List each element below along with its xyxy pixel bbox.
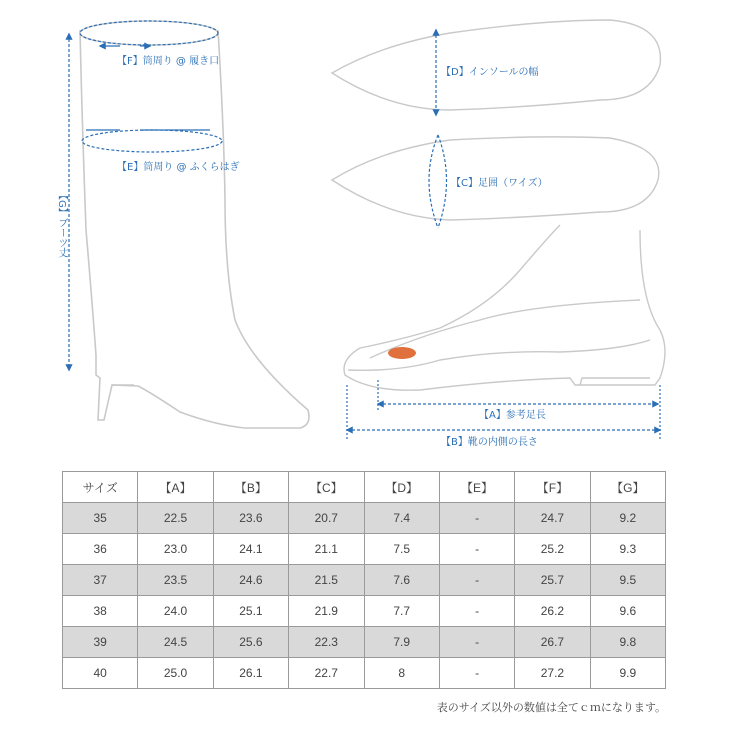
table-row (63, 565, 666, 596)
side-shoe-outline (344, 225, 665, 390)
header-cell: 【G】 (590, 472, 665, 503)
table-cell: 23.5 (138, 565, 213, 596)
table-cell: 21.1 (289, 534, 364, 565)
table-cell: 39 (63, 627, 138, 658)
table-cell: 9.9 (590, 658, 665, 689)
units-note: 表のサイズ以外の数値は全てｃｍになります。 (436, 701, 666, 714)
table-cell: 9.5 (590, 565, 665, 596)
header-cell: 【F】 (515, 472, 590, 503)
table-row (63, 627, 666, 658)
boot-illustration (80, 21, 309, 428)
label-e: 【E】筒周り @ ふくらはぎ (117, 162, 240, 173)
table-cell: 26.7 (515, 627, 590, 658)
header-cell: 【C】 (289, 472, 364, 503)
insole-outline (332, 20, 660, 220)
table-cell: 24.6 (213, 565, 288, 596)
label-a: 【A】参考足長 (479, 410, 546, 421)
table-row (63, 596, 666, 627)
table-cell: 26.2 (515, 596, 590, 627)
table-cell: 24.0 (138, 596, 213, 627)
table-cell: 7.7 (364, 596, 439, 627)
table-cell: 38 (63, 596, 138, 627)
table-cell: 23.6 (213, 503, 288, 534)
size-table-header (63, 472, 666, 503)
table-cell: 40 (63, 658, 138, 689)
header-cell: サイズ (63, 472, 138, 503)
table-cell: 21.9 (289, 596, 364, 627)
table-cell: 22.3 (289, 627, 364, 658)
label-c: 【C】足囲（ワイズ） (451, 178, 548, 189)
table-cell: 7.5 (364, 534, 439, 565)
table-row (63, 658, 666, 689)
header-cell: 【D】 (364, 472, 439, 503)
header-cell: 【E】 (439, 472, 514, 503)
table-cell: 25.2 (515, 534, 590, 565)
size-table (62, 471, 666, 689)
table-row (63, 534, 666, 565)
table-cell: - (439, 534, 514, 565)
table-cell: - (439, 503, 514, 534)
table-cell: 26.1 (213, 658, 288, 689)
table-cell: 24.7 (515, 503, 590, 534)
table-cell: 20.7 (289, 503, 364, 534)
header-cell: 【A】 (138, 472, 213, 503)
table-cell: 7.9 (364, 627, 439, 658)
table-cell: 8 (364, 658, 439, 689)
table-cell: 9.3 (590, 534, 665, 565)
table-cell: - (439, 596, 514, 627)
table-row (63, 503, 666, 534)
table-cell: 25.6 (213, 627, 288, 658)
heel-pad (388, 347, 416, 359)
table-cell: 22.5 (138, 503, 213, 534)
table-cell: 25.1 (213, 596, 288, 627)
table-cell: - (439, 658, 514, 689)
table-cell: 9.2 (590, 503, 665, 534)
header-cell: 【B】 (213, 472, 288, 503)
label-g: 【G】ブーツ丈 (56, 190, 67, 258)
table-cell: 9.6 (590, 596, 665, 627)
table-cell: 27.2 (515, 658, 590, 689)
table-cell: 9.8 (590, 627, 665, 658)
table-cell: 24.1 (213, 534, 288, 565)
boot-measure-lines (69, 21, 222, 370)
table-cell: 22.7 (289, 658, 364, 689)
insole-measure-lines (429, 30, 447, 228)
table-cell: 23.0 (138, 534, 213, 565)
table-cell: 21.5 (289, 565, 364, 596)
table-cell: 7.6 (364, 565, 439, 596)
table-cell: 25.7 (515, 565, 590, 596)
table-cell: - (439, 627, 514, 658)
table-cell: 7.4 (364, 503, 439, 534)
label-f: 【F】筒周り @ 履き口 (117, 56, 220, 67)
label-d: 【D】インソールの幅 (441, 67, 539, 78)
table-cell: 25.0 (138, 658, 213, 689)
table-cell: 36 (63, 534, 138, 565)
table-cell: - (439, 565, 514, 596)
label-b: 【B】靴の内側の長さ (441, 437, 538, 448)
table-cell: 37 (63, 565, 138, 596)
table-cell: 24.5 (138, 627, 213, 658)
table-cell: 35 (63, 503, 138, 534)
